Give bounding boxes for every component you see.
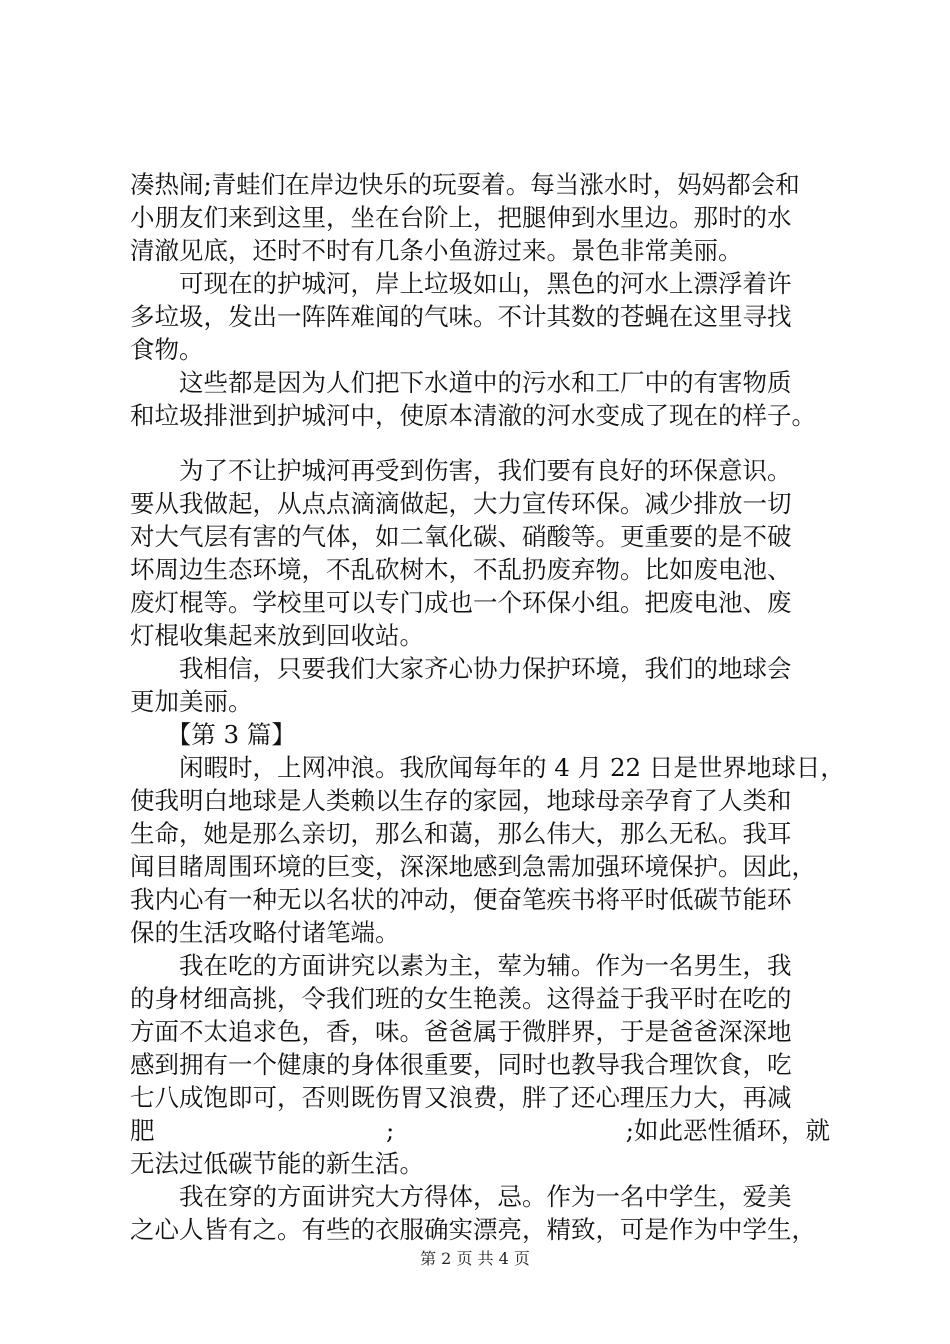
text-line: 要从我做起，从点点滴滴做起，大力宣传环保。减少排放一切 — [130, 489, 792, 518]
page-footer: 第 2 页 共 4 页 — [420, 1249, 530, 1268]
justified-text-line — [130, 1114, 830, 1147]
text-line: 之心人皆有之。有些的衣服确实漂亮，精致，可是作为中学生， — [130, 1215, 816, 1244]
text-line: 闻目睹周围环境的巨变，深深地感到急需加强环境保护。因此， — [130, 852, 816, 881]
document-body — [130, 168, 845, 1246]
text-line: 感到拥有一个健康的身体很重要，同时也教导我合理饮食，吃 — [130, 1050, 792, 1079]
text-line: 我在穿的方面讲究大方得体，忌。作为一名中学生，爱美 — [130, 1182, 792, 1211]
text-fragment: ;如此恶性循环，就 — [625, 1116, 830, 1145]
paragraph-gap — [130, 432, 830, 454]
text-line: 灯棍收集起来放到回收站。 — [130, 621, 424, 650]
paragraph-1 — [130, 168, 830, 267]
text-line: 更加美丽。 — [130, 687, 253, 716]
text-line: 使我明白地球是人类赖以生存的家园，地球母亲孕育了人类和 — [130, 786, 792, 815]
text-line: 废灯棍等。学校里可以专门成也一个环保小组。把废电池、废 — [130, 588, 792, 617]
text-line: 为了不让护城河再受到伤害，我们要有良好的环保意识。 — [130, 456, 792, 485]
text-line: 对大气层有害的气体，如二氧化碳、硝酸等。更重要的是不破 — [130, 522, 792, 551]
paragraph-2 — [130, 267, 830, 366]
text-line: 我相信，只要我们大家齐心协力保护环境，我们的地球会 — [130, 654, 792, 683]
text-line: 凑热闹;青蛙们在岸边快乐的玩耍着。每当涨水时，妈妈都会和 — [130, 170, 800, 199]
text-line: 清澈见底，还时不时有几条小鱼游过来。景色非常美丽。 — [130, 236, 743, 265]
text-line: 这些都是因为人们把下水道中的污水和工厂中的有害物质 — [130, 368, 792, 397]
text-fragment: 肥 — [130, 1116, 155, 1145]
text-line: 生命，她是那么亲切，那么和蔼，那么伟大，那么无私。我耳 — [130, 819, 792, 848]
text-line: 可现在的护城河，岸上垃圾如山，黑色的河水上漂浮着许 — [130, 269, 792, 298]
text-line: 多垃圾，发出一阵阵难闻的气味。不计其数的苍蝇在这里寻找 — [130, 302, 792, 331]
text-line: 七八成饱即可，否则既伤胃又浪费，胖了还心理压力大，再减 — [130, 1083, 792, 1112]
paragraph-4 — [130, 454, 830, 652]
paragraph-8 — [130, 1180, 830, 1246]
text-line: 闲暇时，上网冲浪。我欣闻每年的 4 月 22 日是世界地球日， — [130, 753, 845, 782]
paragraph-7 — [130, 949, 830, 1180]
text-line: 保的生活攻略付诸笔端。 — [130, 918, 400, 947]
text-line: 坏周边生态环境，不乱砍树木，不乱扔废弃物。比如废电池、 — [130, 555, 792, 584]
text-fragment: ; — [385, 1116, 395, 1145]
paragraph-3 — [130, 366, 830, 432]
paragraph-5 — [130, 652, 830, 718]
text-line: 小朋友们来到这里，坐在台阶上，把腿伸到水里边。那时的水 — [130, 203, 792, 232]
section-heading: 【第 3 篇】 — [130, 720, 296, 749]
text-line: 我在吃的方面讲究以素为主，荤为辅。作为一名男生，我 — [130, 951, 792, 980]
text-line: 和垃圾排泄到护城河中，使原本清澈的河水变成了现在的样子。 — [130, 401, 816, 430]
text-line: 无法过低碳节能的新生活。 — [130, 1149, 424, 1178]
text-line: 我内心有一种无以名状的冲动，便奋笔疾书将平时低碳节能环 — [130, 885, 792, 914]
text-line: 的身材细高挑，令我们班的女生艳羡。这得益于我平时在吃的 — [130, 984, 792, 1013]
text-line: 食物。 — [130, 335, 204, 364]
text-line: 方面不太追求色，香，味。爸爸属于微胖界，于是爸爸深深地 — [130, 1017, 792, 1046]
paragraph-6 — [130, 751, 845, 949]
